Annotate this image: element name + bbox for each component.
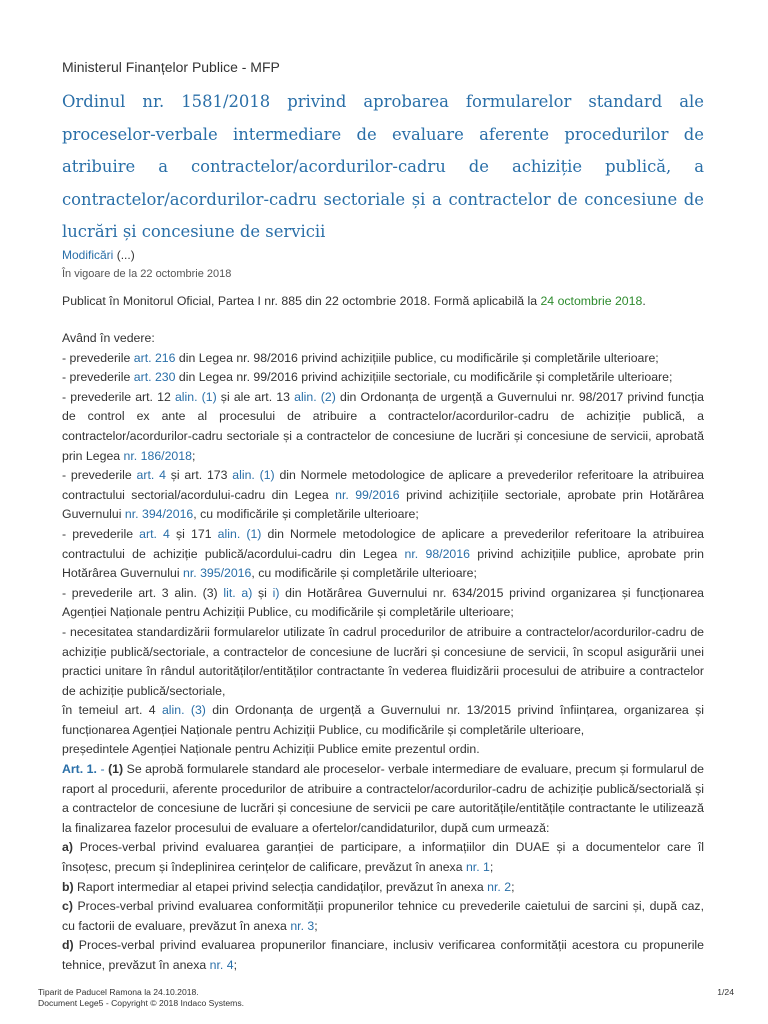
link-lit-i[interactable]: i) (272, 585, 280, 600)
paragraph-standardization: - necesitatea standardizării formularelor utilizate în cadrul procedurilor de atribuire a contractelor/acordurilor-cadru de achiziție publică/sectoriale, a contractelor de concesiune de lucrări și concesiune de servicii, în scopul asigurării unei practici unitare în rândul autorităților/entităților contractante în vederea fluidizării procesului de atribuire a contractelor de achiziție publică/sectoriale, (62, 624, 704, 698)
list-marker: a) (62, 840, 73, 855)
issuing-authority: Ministerul Finanțelor Publice - MFP (62, 59, 280, 75)
text: Proces-verbal privind evaluarea propunerilor financiare, inclusiv verificarea conformității acestora cu propunerile tehnice, prevăzut în anexa (62, 938, 704, 972)
text: - prevederile art. 12 (62, 389, 175, 404)
text: ; (233, 958, 238, 972)
list-item-a (62, 838, 704, 877)
link-alin-3[interactable]: alin. (3) (161, 703, 206, 718)
text: Se aprobă formularele standard ale proceselor- verbale intermediare de evaluare, precum și formularul de raport al procedurii, aferente procedurilor de atribuire a contractelor/acordurilor-cadru de achiziție publică/sectorială și a contractelor de concesiune de lucrări și concesiune de servicii pe care autoritățile/entitățile contractante le utilizează la finalizarea fazelor procesului de evaluare a ofertelor/candidaturilor, după cum urmează: (62, 762, 705, 835)
document-body (62, 329, 704, 976)
text: în temeiul art. 4 (62, 703, 162, 718)
modifications-link[interactable]: Modificări (62, 248, 114, 262)
text: , cu modificările și completările ulterioare; (251, 566, 477, 581)
intro-line: Având în vedere: (62, 331, 155, 345)
copyright: Document Lege5 - Copyright © 2018 Indaco Systems. (38, 997, 245, 1008)
page-number: 1/24 (717, 987, 734, 997)
link-annex-1[interactable]: nr. 1 (465, 860, 490, 875)
list-marker: b) (62, 879, 74, 894)
link-annex-3[interactable]: nr. 3 (290, 918, 315, 933)
text: din Hotărârea Guvernului nr. 634/2015 privind organizarea și funcționarea Agenției Naționale pentru Achiziții Publice, cu modificările și completările ulterioare; (62, 585, 705, 620)
text: și 171 (169, 526, 218, 541)
text: - prevederile (62, 468, 137, 483)
list-marker: d) (62, 938, 74, 953)
paragraph-hg-395 (62, 525, 704, 584)
text: - prevederile (62, 350, 134, 365)
print-info: Tiparit de Paducel Ramona la 24.10.2018. (38, 987, 199, 997)
publication-info (62, 294, 646, 308)
publication-end: . (642, 294, 646, 308)
applicable-date: 24 octombrie 2018 (540, 294, 643, 308)
text: din Ordonanța de urgență a Guvernului nr. 13/2015 privind înființarea, organizarea și funcționarea Agenției Naționale pentru Achiziții Publice, cu modificările și completările ulterioare, (62, 703, 704, 737)
text: Proces-verbal privind evaluarea garanției de participare, a informațiilor din DUAE și a documentelor care îl însoțesc, precum și îndeplinirea cerințelor de calificare, prevăzut în anexa (62, 840, 704, 875)
paragraph-issuer: președintele Agenției Naționale pentru Achiziții Publice emite prezentul ordin. (62, 742, 480, 757)
link-art-4[interactable]: art. 4 (136, 468, 166, 483)
link-nr-186-2018[interactable]: nr. 186/2018 (123, 448, 192, 463)
publication-text: Publicat în Monitorul Oficial, Partea I nr. 885 din 22 octombrie 2018. Formă aplicabilă la (62, 294, 541, 308)
text: și art. 173 (165, 468, 233, 483)
link-nr-394-2016[interactable]: nr. 394/2016 (124, 507, 194, 522)
link-alin-2[interactable]: alin. (2) (294, 389, 336, 404)
link-art-4[interactable]: art. 4 (139, 526, 170, 541)
in-force-date: În vigoare de la 22 octombrie 2018 (62, 268, 232, 280)
modifications-row (62, 248, 135, 262)
text: din Normele metodologice de aplicare a prevederilor referitoare la atribuirea contractului de achiziție publică/acordului-cadru din Legea (62, 526, 704, 561)
text: din Normele metodologice de aplicare a prevederilor referitoare la atribuirea contractului sectorial/acordului-cadru din Legea (62, 468, 704, 502)
link-nr-395-2016[interactable]: nr. 395/2016 (182, 566, 252, 581)
link-art-216[interactable]: art. 216 (133, 350, 176, 365)
link-alin-1[interactable]: alin. (1) (174, 389, 217, 404)
link-alin-1[interactable]: alin. (1) (217, 526, 262, 541)
article-1 (62, 760, 704, 838)
paragraph-legal-basis (62, 701, 704, 740)
text: Raport intermediar al etapei privind selecția candidaților, prevăzut în anexa (73, 879, 488, 894)
link-annex-4[interactable]: nr. 4 (209, 958, 234, 972)
text: ; (191, 448, 196, 463)
list-marker: c) (62, 899, 73, 914)
text: și ale art. 13 (216, 389, 295, 404)
text: ; (314, 918, 318, 933)
article-dash: - (96, 762, 109, 777)
modifications-ellipsis: (...) (113, 248, 135, 262)
article-1-link[interactable]: Art. 1. (62, 762, 97, 777)
document-title: Ordinul nr. 1581/2018 privind aprobarea formularelor standard ale proceselor-verbale intermediare de evaluare aferente procedurilor de atribuire a contractelor/acordurilor-cadru de achiziție publică, a contractelor/acordurilor-cadru sectoriale și a contractelor de concesiune de lucrări și concesiune de servicii (62, 92, 704, 241)
paragraph-art216 (62, 349, 704, 369)
text: din Ordonanța de urgență a Guvernului nr. 98/2017 privind funcția de control ex ante al procesului de atribuire a contractelor/acordurilor-cadru de achiziție publică, a contractelor/acordurilor-cadru sectoriale și a contractelor de concesiune de lucrări și concesiune de servicii, aprobată prin Legea (62, 389, 705, 463)
paragraph-art230 (62, 368, 704, 388)
paragraph-hg-394 (62, 466, 704, 525)
list-item-d (62, 936, 704, 975)
link-art-230[interactable]: art. 230 (133, 370, 176, 385)
text: din Legea nr. 98/2016 privind achizițiile publice, cu modificările și completările ulterioare; (175, 350, 659, 365)
link-annex-2[interactable]: nr. 2 (487, 879, 512, 894)
text: - prevederile (62, 526, 140, 541)
paragraph-oug-98 (62, 388, 704, 466)
list-item-b (62, 878, 704, 898)
link-lit-a[interactable]: lit. a) (223, 585, 253, 600)
list-item-c (62, 897, 704, 936)
paragraph-hg-634 (62, 584, 704, 623)
text: privind achizițiile publice, aprobate prin Hotărârea Guvernului (62, 546, 704, 581)
link-nr-99-2016[interactable]: nr. 99/2016 (335, 487, 400, 502)
text: din Legea nr. 99/2016 privind achizițiile sectoriale, cu modificările și completările ulterioare; (175, 370, 673, 385)
text: privind achizițiile sectoriale, aprobate prin Hotărârea Guvernului (62, 487, 705, 522)
paragraph-number: (1) (108, 762, 124, 777)
text: ; (489, 860, 494, 875)
text: Proces-verbal privind evaluarea conformității propunerilor tehnice cu prevederile caietului de sarcini și, după caz, cu factorii de evaluare, prevăzut în anexa (62, 899, 704, 933)
text: - prevederile art. 3 alin. (3) (62, 585, 224, 600)
page-footer (38, 987, 734, 1008)
text: și (252, 585, 273, 600)
link-alin-1[interactable]: alin. (1) (232, 468, 275, 483)
text: , cu modificările și completările ulterioare; (193, 507, 419, 522)
text: ; (511, 879, 515, 894)
link-nr-98-2016[interactable]: nr. 98/2016 (404, 546, 470, 561)
text: - prevederile (62, 370, 134, 385)
